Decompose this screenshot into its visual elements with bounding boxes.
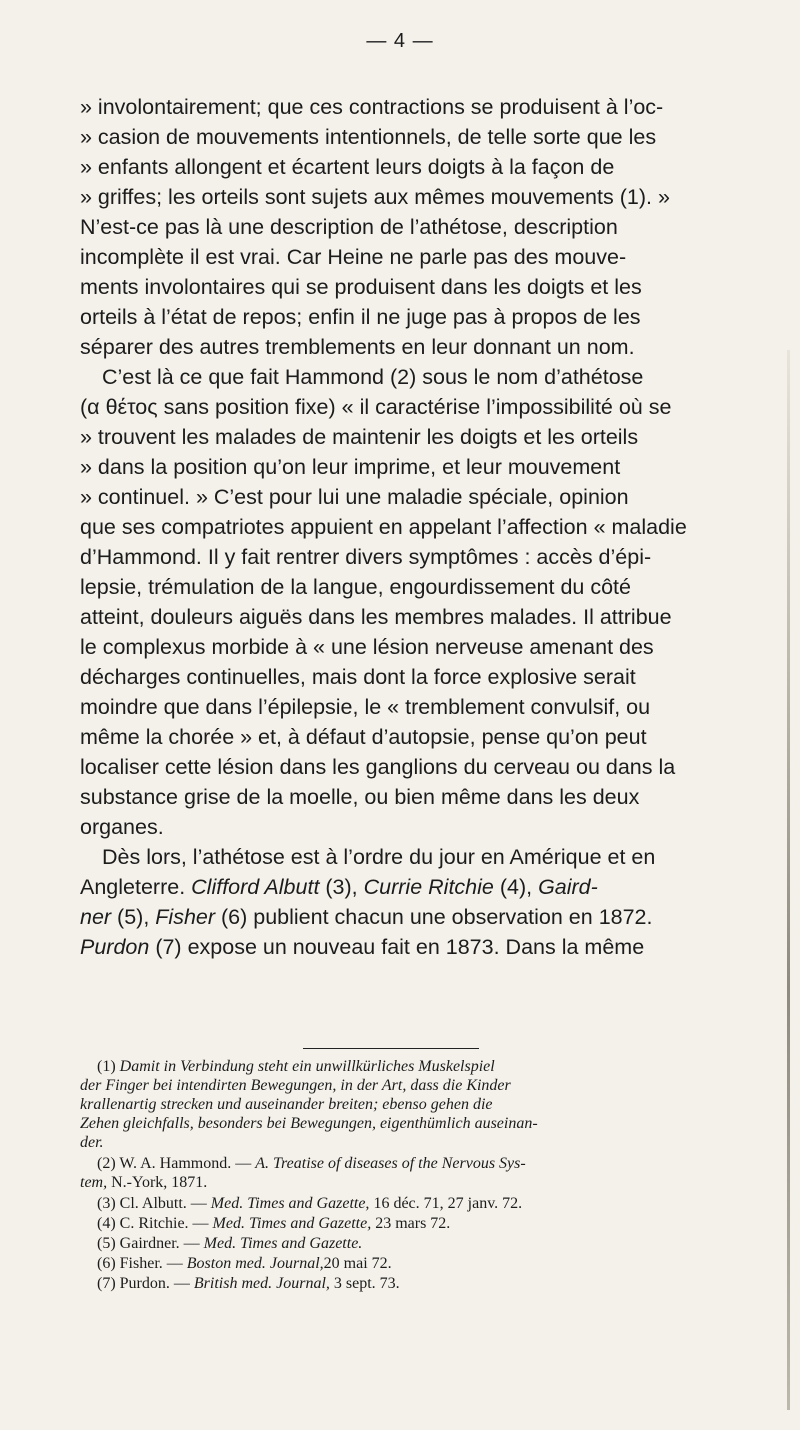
footnote-text: 16 déc. 71, 27 janv. 72.	[369, 1195, 523, 1212]
footnote-text: 20 mai 72.	[323, 1255, 392, 1272]
text-run: (6) publient chacun une observation en 1872.	[215, 905, 653, 929]
author-name: Clifford Albutt	[191, 875, 320, 899]
text-line: » enfants allongent et écartent leurs doigts à la façon de	[80, 155, 615, 179]
text-line	[80, 902, 653, 932]
footnote-text: (3) Cl. Albutt. —	[97, 1195, 211, 1212]
footnote-text: Damit in Verbindung steht ein unwillkürliches Muskelspiel	[119, 1058, 495, 1075]
text-run: Angleterre.	[80, 875, 192, 899]
footnote-text: (5) Gairdner. —	[97, 1235, 204, 1252]
author-name: Fisher	[155, 905, 216, 929]
footnote-1-cont: krallenartig strecken und auseinander breiten; ebenso gehen die	[80, 1096, 493, 1113]
text-line: orteils à l’état de repos; enfin il ne juge pas à propos de les	[80, 305, 641, 329]
text-line: localiser cette lésion dans les ganglions du cerveau ou dans la	[80, 755, 676, 779]
footnote-title: Med. Times and Gazette.	[203, 1235, 363, 1252]
text-line: atteint, douleurs aiguës dans les membres malades. Il attribue	[80, 605, 672, 629]
footnote-4	[97, 1214, 450, 1233]
text-line: moindre que dans l’épilepsie, le « tremblement convulsif, ou	[80, 695, 651, 719]
footnote-divider	[303, 1048, 479, 1049]
footnote-title: Med. Times and Gazette,	[212, 1215, 372, 1232]
text-line: N’est-ce pas là une description de l’athétose, description	[80, 215, 618, 239]
footnote-5	[97, 1234, 362, 1253]
text-line: le complexus morbide à « une lésion nerveuse amenant des	[80, 635, 654, 659]
text-run: (4),	[493, 875, 539, 899]
author-name: Currie Ritchie	[363, 875, 494, 899]
footnote-1-cont: der.	[80, 1134, 104, 1151]
footnote-1-cont: der Finger bei intendirten Bewegungen, in der Art, dass die Kinder	[80, 1077, 511, 1094]
footnote-title: tem,	[80, 1174, 108, 1191]
text-line: Dès lors, l’athétose est à l’ordre du jour en Amérique et en	[102, 845, 656, 869]
text-line: séparer des autres tremblements en leur donnant un nom.	[80, 335, 635, 359]
text-line	[80, 932, 644, 962]
text-line: lepsie, trémulation de la langue, engourdissement du côté	[80, 575, 631, 599]
text-line: » trouvent les malades de maintenir les doigts et les orteils	[80, 425, 639, 449]
footnote-6	[97, 1254, 392, 1273]
text-line: » griffes; les orteils sont sujets aux mêmes mouvements (1). »	[80, 185, 670, 209]
footnote-text: N.-York, 1871.	[107, 1174, 208, 1191]
text-line: substance grise de la moelle, ou bien même dans les deux	[80, 785, 640, 809]
text-line: incomplète il est vrai. Car Heine ne parle pas des mouve-	[80, 245, 627, 269]
text-line: que ses compatriotes appuient en appelant l’affection « maladie	[80, 515, 687, 539]
text-line: (α θέτος sans position fixe) « il caractérise l’impossibilité où se	[80, 395, 672, 419]
author-name: Gaird-	[538, 875, 598, 899]
footnote-title: British med. Journal,	[193, 1275, 330, 1292]
text-line: » casion de mouvements intentionnels, de telle sorte que les	[80, 125, 657, 149]
footnote-3	[97, 1194, 522, 1213]
text-line: décharges continuelles, mais dont la force explosive serait	[80, 665, 636, 689]
page-edge-shadow	[787, 350, 790, 1410]
text-line: organes.	[80, 815, 164, 839]
text-run: (5),	[111, 905, 156, 929]
footnote-7	[97, 1274, 400, 1293]
text-line: d’Hammond. Il y fait rentrer divers symptômes : accès d’épi-	[80, 545, 652, 569]
page-number: — 4 —	[366, 30, 434, 52]
footnote-1-cont: Zehen gleichfalls, besonders bei Bewegungen, eigenthümlich auseinan-	[80, 1115, 538, 1132]
footnote-text: (4) C. Ritchie. —	[97, 1215, 213, 1232]
footnote-text: (7) Purdon. —	[97, 1275, 194, 1292]
text-run: (3),	[319, 875, 364, 899]
footnote-text: 3 sept. 73.	[329, 1275, 400, 1292]
text-line	[80, 872, 598, 902]
footnote-marker: (1)	[97, 1058, 120, 1075]
text-line: » continuel. » C’est pour lui une maladie spéciale, opinion	[80, 485, 629, 509]
text-line: » involontairement; que ces contractions se produisent à l’oc-	[80, 95, 664, 119]
text-run: (7) expose un nouveau fait en 1873. Dans la même	[149, 935, 645, 959]
footnote-text: 23 mars 72.	[371, 1215, 451, 1232]
footnote-title: Med. Times and Gazette,	[210, 1195, 370, 1212]
author-name: ner	[80, 905, 112, 929]
text-line: C’est là ce que fait Hammond (2) sous le nom d’athétose	[102, 365, 644, 389]
footnote-text: (6) Fisher. —	[97, 1255, 187, 1272]
author-name: Purdon	[80, 935, 150, 959]
footnote-2	[97, 1154, 526, 1173]
footnote-title: Boston med. Journal,	[186, 1255, 324, 1272]
footnote-2-cont	[80, 1173, 207, 1192]
footnote-1	[97, 1057, 495, 1076]
footnote-title: A. Treatise of diseases of the Nervous Sys-	[255, 1155, 526, 1172]
text-line: même la chorée » et, à défaut d’autopsie, pense qu’on peut	[80, 725, 647, 749]
text-line: ments involontaires qui se produisent dans les doigts et les	[80, 275, 642, 299]
footnote-text: (2) W. A. Hammond. —	[97, 1155, 256, 1172]
text-line: » dans la position qu’on leur imprime, et leur mouvement	[80, 455, 621, 479]
